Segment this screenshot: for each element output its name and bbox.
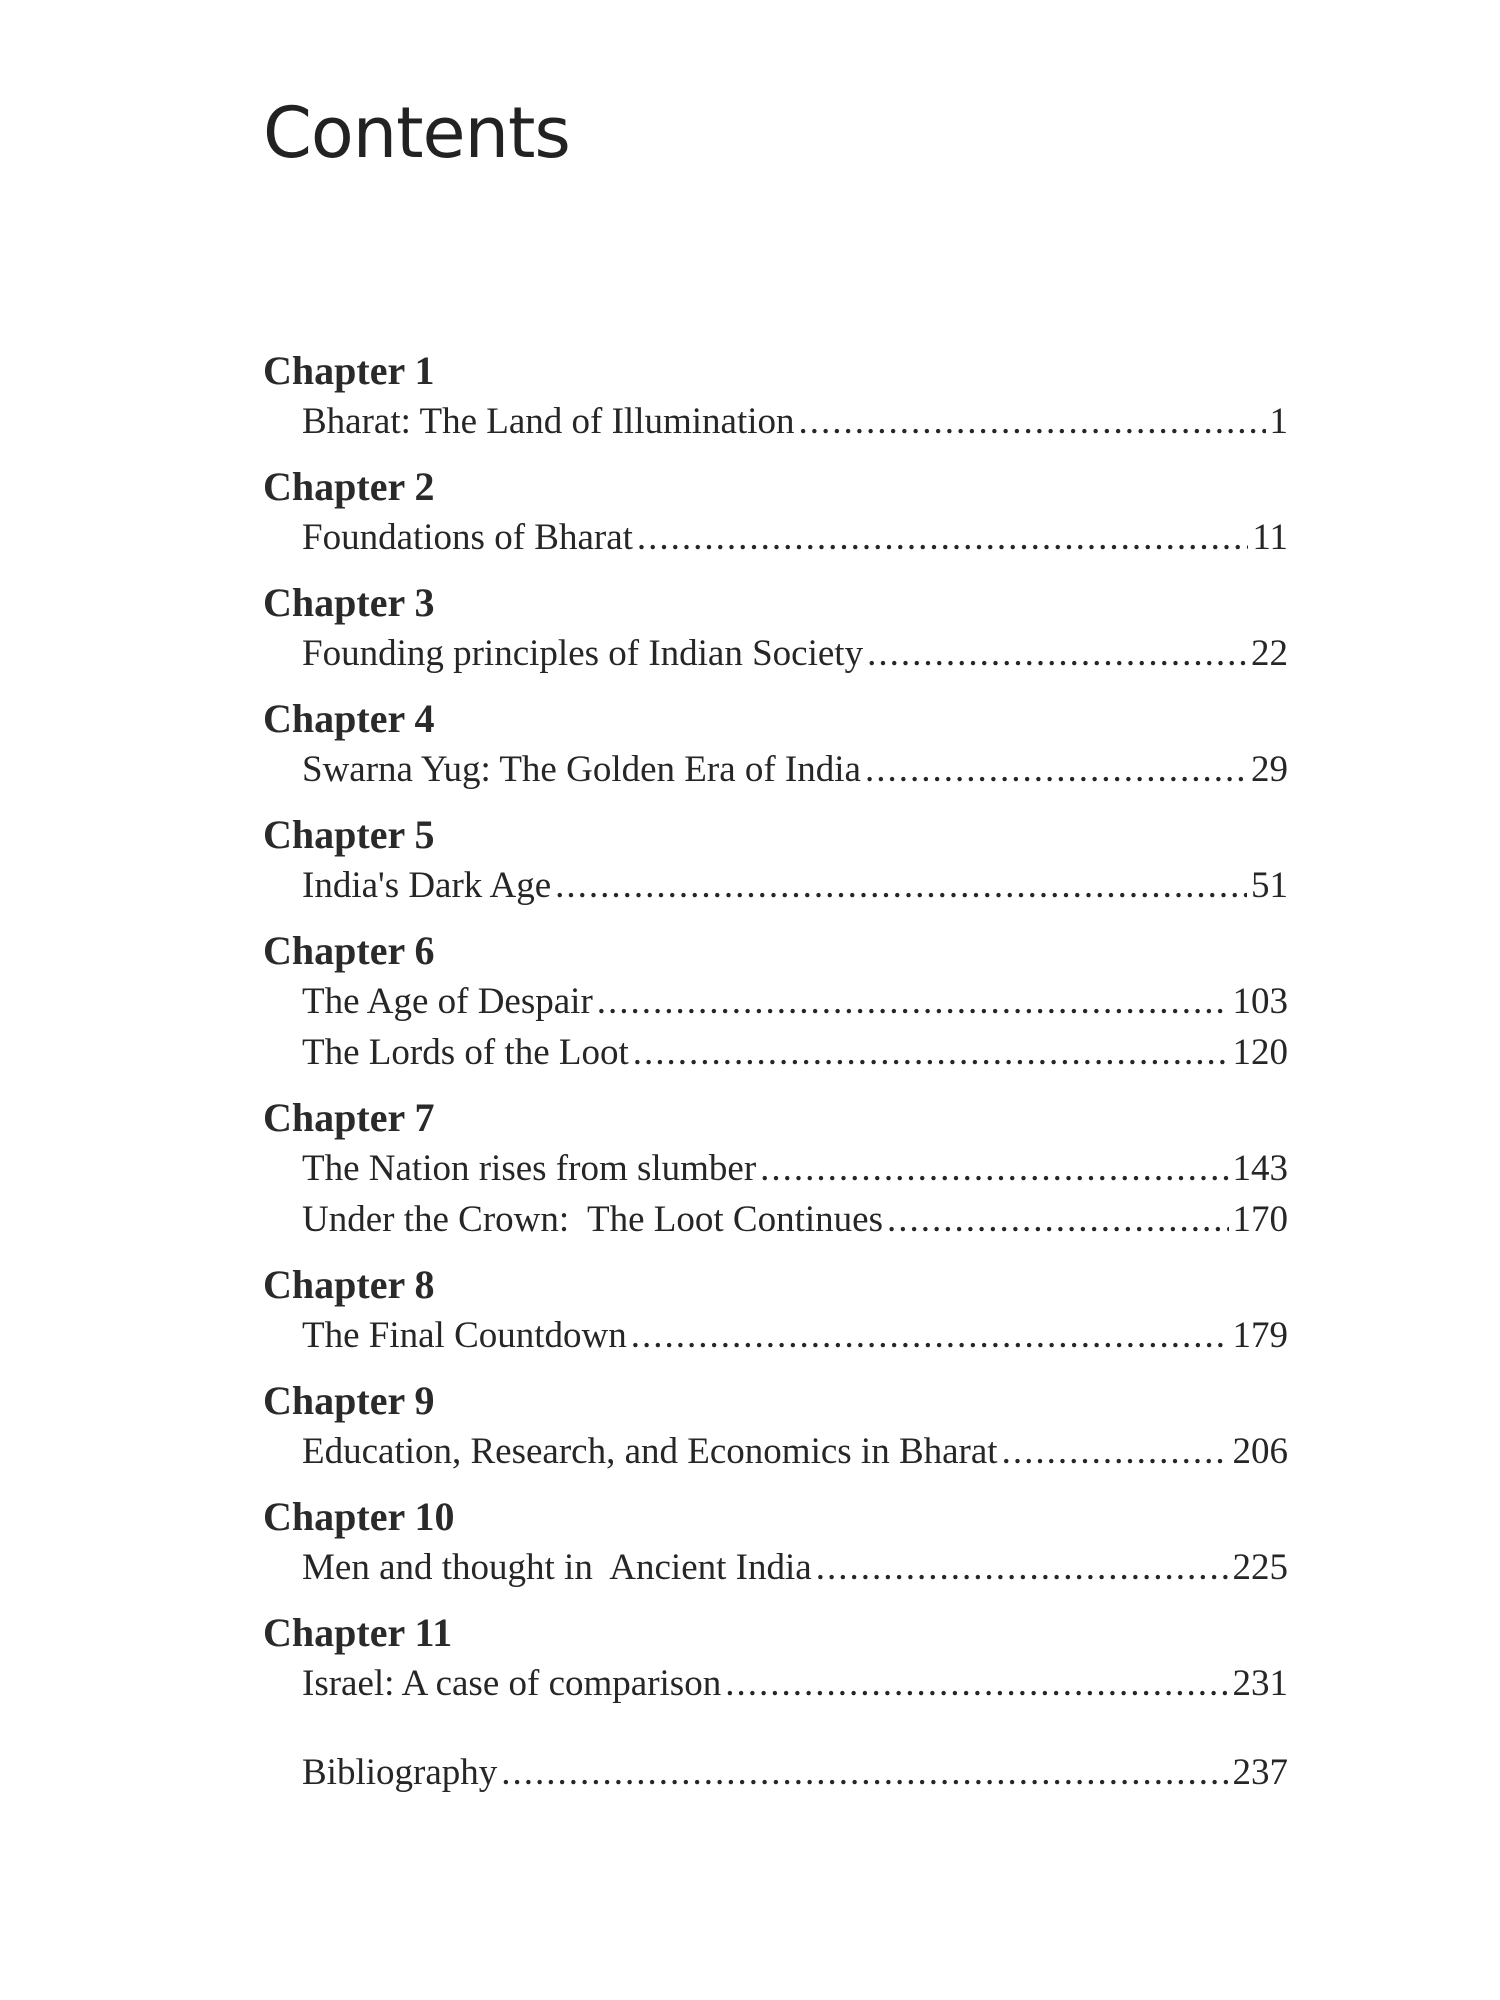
chapter-heading: Chapter 8	[263, 1262, 435, 1307]
toc-entry[interactable]	[302, 1658, 1288, 1709]
chapter-heading: Chapter 3	[263, 580, 435, 625]
chapter-group-9	[263, 1375, 1288, 1477]
dot-leader	[631, 1310, 1229, 1361]
toc-entry[interactable]	[302, 1194, 1288, 1245]
toc-entry[interactable]	[302, 1542, 1288, 1593]
dot-leader	[725, 1658, 1228, 1709]
toc-entry[interactable]	[302, 976, 1288, 1027]
entry-page-number: 11	[1252, 517, 1288, 558]
chapter-group-6	[263, 925, 1288, 1078]
chapter-group-11	[263, 1607, 1288, 1709]
entry-title: Under the Crown: The Loot Continues	[302, 1199, 883, 1240]
entry-page-number: 206	[1232, 1431, 1288, 1472]
entry-title: The Nation rises from slumber	[302, 1148, 757, 1189]
chapter-heading: Chapter 1	[263, 348, 435, 393]
entry-title: Israel: A case of comparison	[302, 1663, 722, 1704]
dot-leader	[799, 396, 1266, 447]
chapter-heading: Chapter 6	[263, 928, 435, 973]
entry-page-number: 179	[1232, 1315, 1288, 1356]
dot-leader	[816, 1542, 1229, 1593]
entry-title: Founding principles of Indian Society	[302, 633, 864, 674]
chapter-heading: Chapter 4	[263, 696, 435, 741]
chapter-group-2	[263, 461, 1288, 563]
chapter-group-8	[263, 1259, 1288, 1361]
entry-page-number: 29	[1251, 749, 1288, 790]
chapter-heading: Chapter 11	[263, 1610, 453, 1655]
dot-leader	[501, 1747, 1228, 1798]
entry-page-number: 22	[1251, 633, 1288, 674]
dot-leader	[597, 976, 1229, 1027]
toc-entry[interactable]	[302, 744, 1288, 795]
entry-page-number: 120	[1232, 1032, 1288, 1073]
toc-entry[interactable]	[302, 1027, 1288, 1078]
entry-page-number: 231	[1232, 1663, 1288, 1704]
chapter-heading: Chapter 7	[263, 1095, 435, 1140]
chapter-group-5	[263, 809, 1288, 911]
entry-title: Bibliography	[302, 1752, 498, 1793]
entry-title: Men and thought in Ancient India	[302, 1547, 812, 1588]
entry-title: India's Dark Age	[302, 865, 552, 906]
chapter-group-3	[263, 577, 1288, 679]
entry-title: Foundations of Bharat	[302, 517, 633, 558]
dot-leader	[555, 860, 1247, 911]
entry-page-number: 170	[1232, 1199, 1288, 1240]
entry-title: The Final Countdown	[302, 1315, 627, 1356]
toc-entry[interactable]	[302, 860, 1288, 911]
entry-title: Education, Research, and Economics in Bharat	[302, 1431, 998, 1472]
dot-leader	[1002, 1426, 1229, 1477]
entry-page-number: 103	[1232, 981, 1288, 1022]
chapter-group-4	[263, 693, 1288, 795]
entry-title: The Age of Despair	[302, 981, 593, 1022]
entry-page-number: 51	[1251, 865, 1288, 906]
dot-leader	[887, 1194, 1229, 1245]
entry-page-number: 237	[1232, 1752, 1288, 1793]
chapter-heading: Chapter 9	[263, 1378, 435, 1423]
chapter-group-1	[263, 345, 1288, 447]
dot-leader	[867, 628, 1247, 679]
entry-page-number: 1	[1269, 401, 1288, 442]
chapter-group-10	[263, 1491, 1288, 1593]
dot-leader	[633, 1027, 1229, 1078]
page-title: Contents	[263, 92, 570, 174]
dot-leader	[637, 512, 1248, 563]
toc-entry[interactable]	[302, 512, 1288, 563]
toc-entry-bibliography[interactable]	[302, 1747, 1288, 1798]
dot-leader	[760, 1143, 1228, 1194]
chapter-heading: Chapter 5	[263, 812, 435, 857]
toc-entry[interactable]	[302, 1310, 1288, 1361]
toc-entry[interactable]	[302, 628, 1288, 679]
toc-entry[interactable]	[302, 1426, 1288, 1477]
entry-page-number: 143	[1232, 1148, 1288, 1189]
entry-page-number: 225	[1232, 1547, 1288, 1588]
toc-entry[interactable]	[302, 396, 1288, 447]
toc-entry[interactable]	[302, 1143, 1288, 1194]
table-of-contents	[263, 345, 1288, 1812]
entry-title: Swarna Yug: The Golden Era of India	[302, 749, 861, 790]
chapter-heading: Chapter 2	[263, 464, 435, 509]
chapter-heading: Chapter 10	[263, 1494, 455, 1539]
entry-title: The Lords of the Loot	[302, 1032, 629, 1073]
chapter-group-7	[263, 1092, 1288, 1245]
entry-title: Bharat: The Land of Illumination	[302, 401, 795, 442]
bibliography-group	[263, 1747, 1288, 1798]
dot-leader	[865, 744, 1247, 795]
